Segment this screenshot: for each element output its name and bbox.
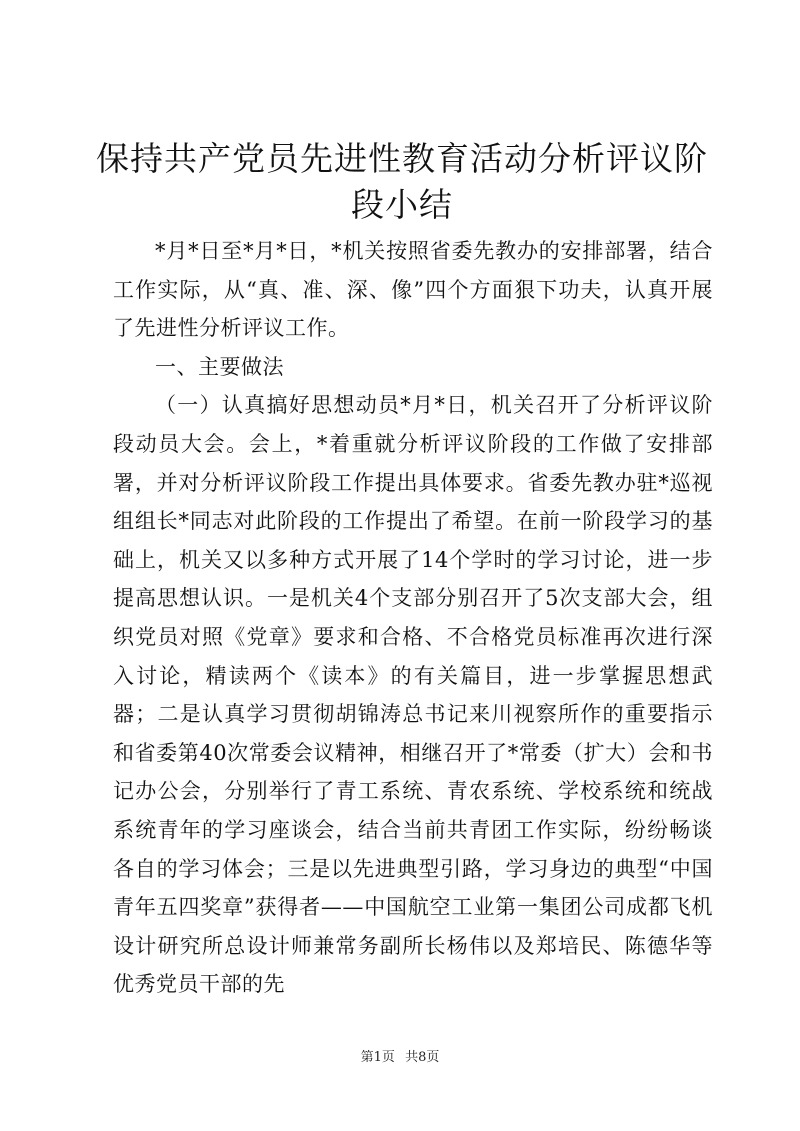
page-total: 共8页 xyxy=(405,1050,440,1065)
document-title: 保持共产党员先进性教育活动分析评议阶段小结 xyxy=(96,139,708,224)
body-paragraph: （一）认真搞好思想动员*月*日，机关召开了分析评议阶段动员大会。会上，*着重就分析评议阶段的工作做了安排部署，并对分析评议阶段工作提出具体要求。省委先教办驻*巡视组组长*同志对此阶段的工作提出了希望。在前一阶段学习的基础上，机关又以多种方式开展了14个学时的学习讨论，进一步提高思想认识。一是机关4个支部分别召开了5次支部大会，组织党员对照《党章》要求和合格、不合格党员标准再次进行深入讨论，精读两个《读本》的有关篇目，进一步掌握思想武器；二是认真学习贯彻胡锦涛总书记来川视察所作的重要指示和省委第40次常委会议精神，相继召开了*常委（扩大）会和书记办公会，分别举行了青工系统、青农系统、学校系统和统战系统青年的学习座谈会，结合当前共青团工作实际，纷纷畅谈各自的学习体会；三是以先进典型引路，学习身边的典型“中国青年五四奖章”获得者——中国航空工业第一集团公司成都飞机设计研究所总设计师兼常务副所长杨伟以及郑培民、陈德华等优秀党员干部的先 xyxy=(113,393,713,997)
page-number: 第1页 xyxy=(360,1050,395,1065)
section-heading: 一、主要做法 xyxy=(155,354,284,379)
document-body xyxy=(113,232,713,1004)
page-footer xyxy=(0,1049,800,1067)
intro-paragraph: *月*日至*月*日，*机关按照省委先教办的安排部署，结合工作实际，从“真、准、深、像”四个方面狠下功夫，认真开展了先进性分析评议工作。 xyxy=(113,239,713,341)
